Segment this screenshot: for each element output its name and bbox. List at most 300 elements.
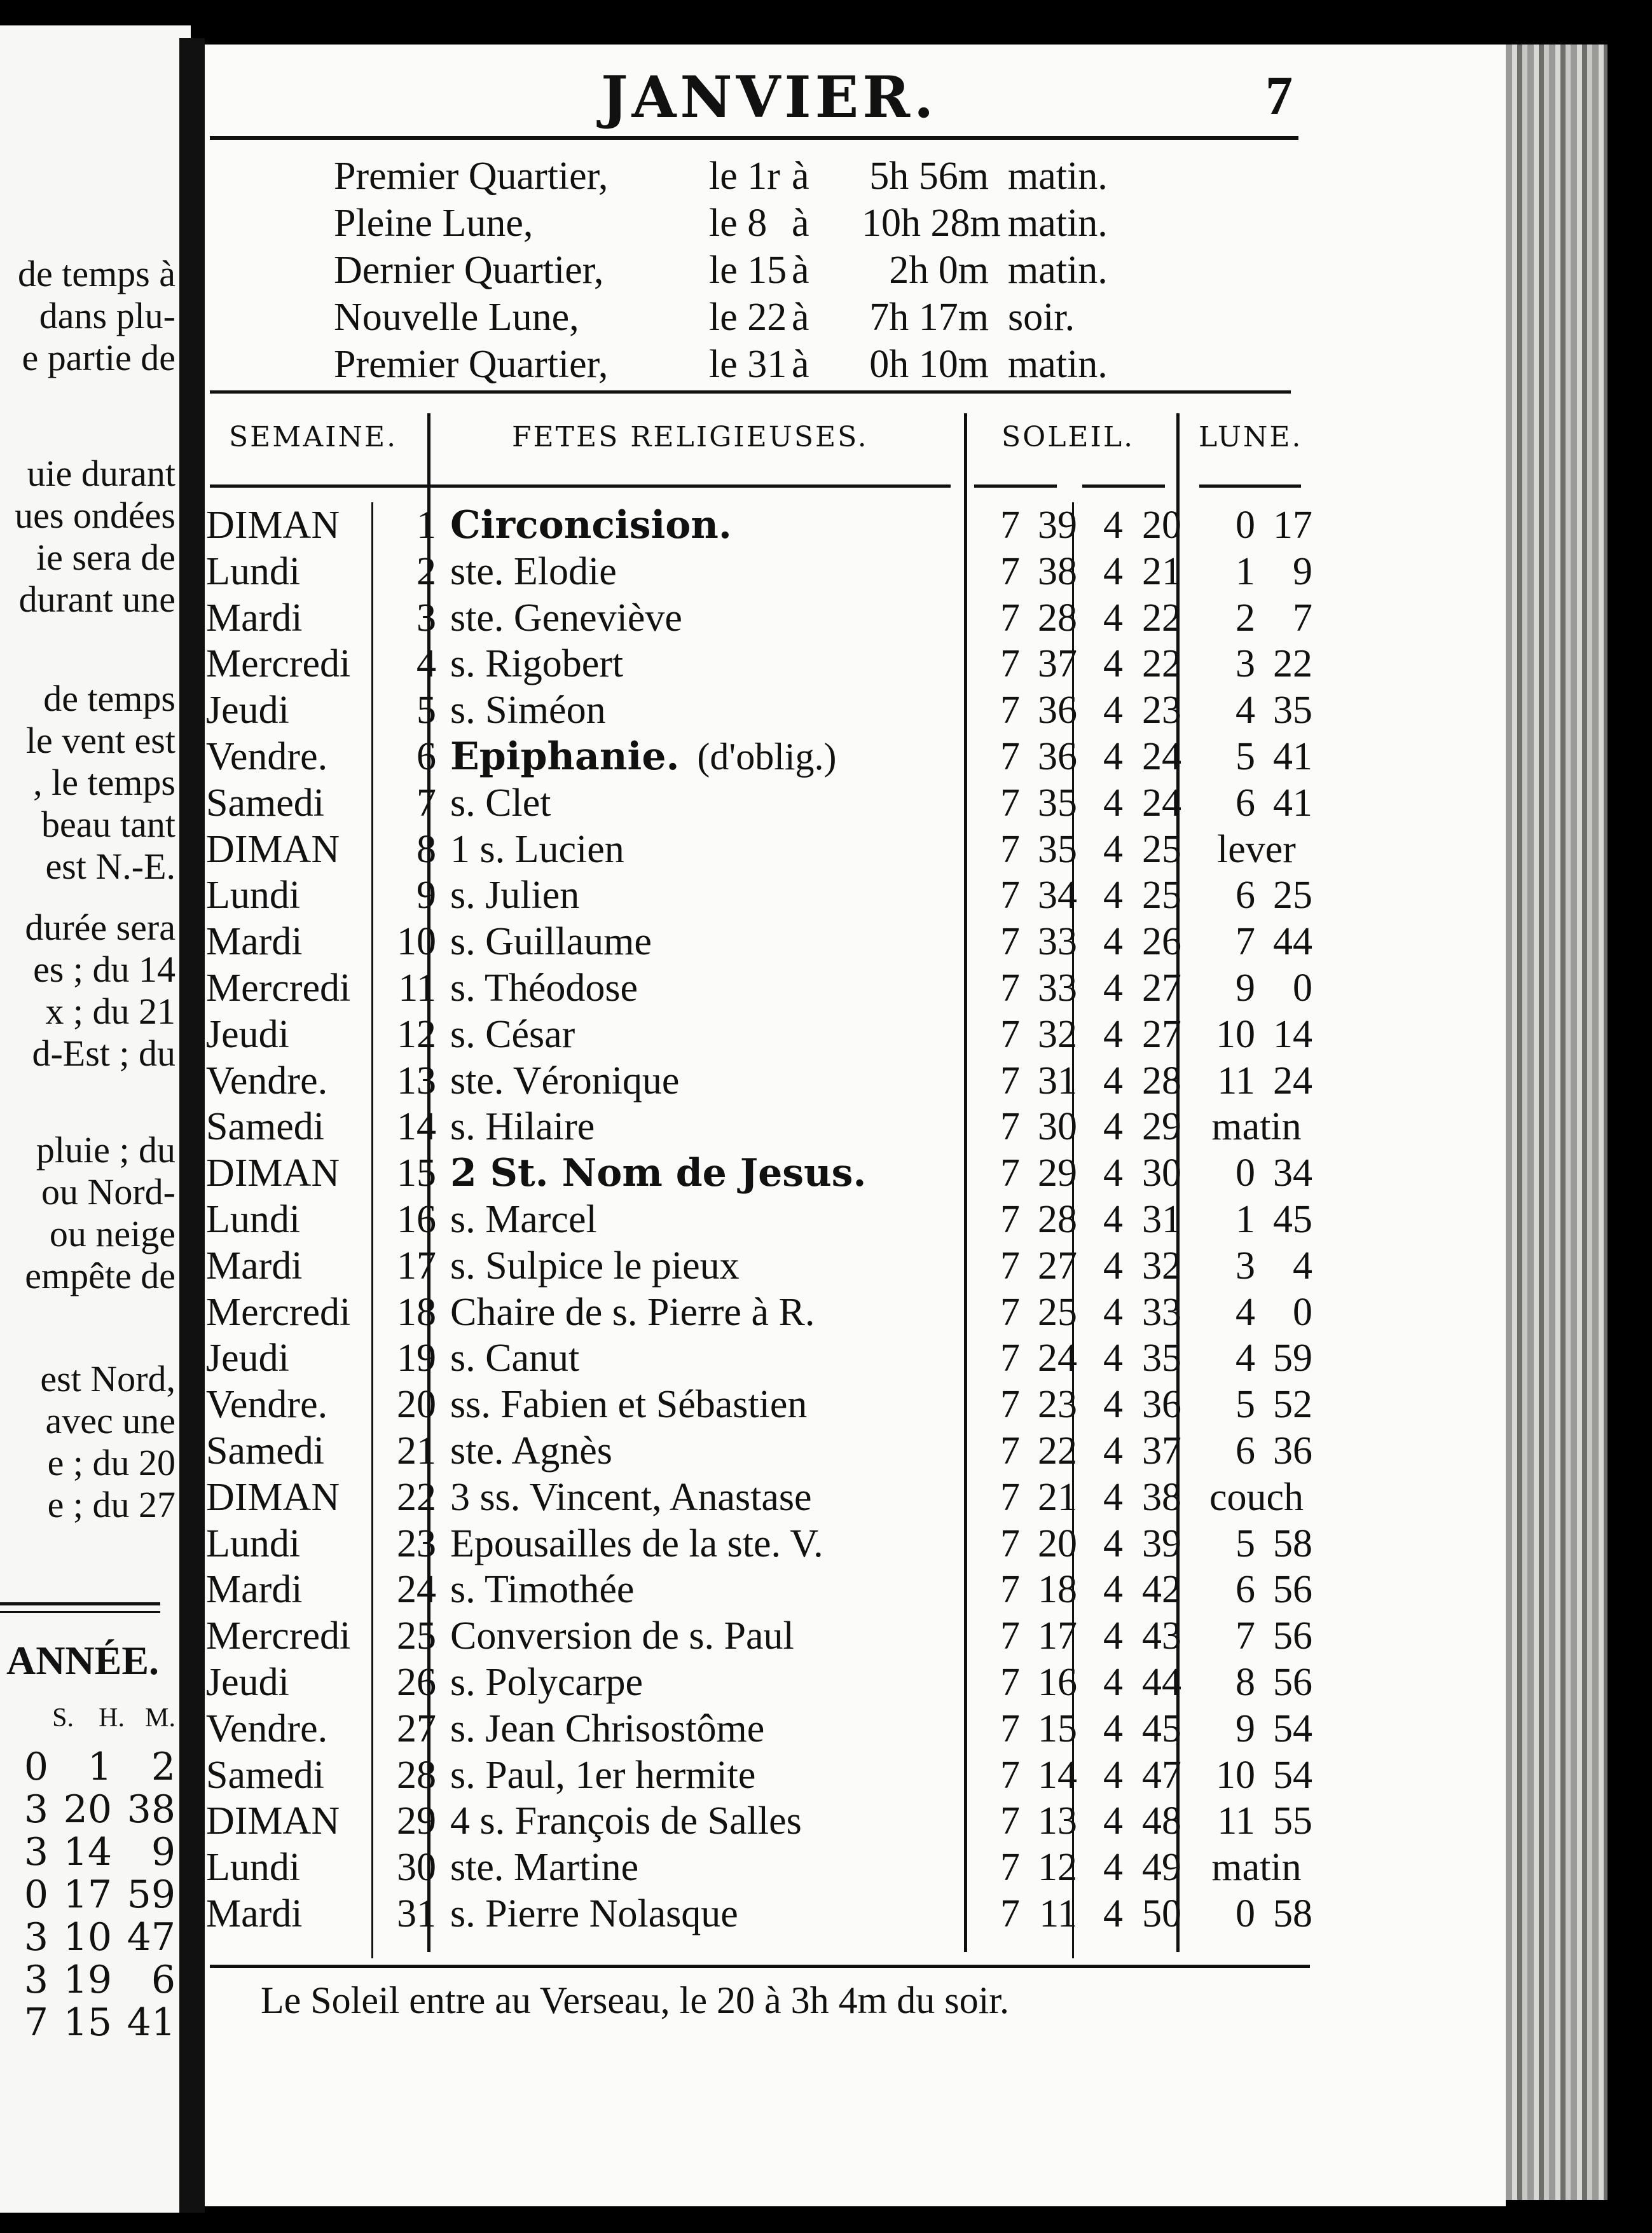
moon-hour: 0 xyxy=(1236,1892,1255,1935)
left-page-line: pluie ; du xyxy=(36,1129,176,1171)
sunset-hour: 4 xyxy=(1103,1475,1123,1519)
weekday: DIMAN xyxy=(206,1475,340,1519)
sunrise-hour: 7 xyxy=(1000,1290,1020,1334)
feast-name xyxy=(443,595,983,642)
feast-name xyxy=(443,1845,983,1891)
sunset-minute: 37 xyxy=(1142,1429,1181,1473)
weekday: Samedi xyxy=(206,1105,324,1149)
sunset-hour: 4 xyxy=(1103,734,1123,778)
day-number: 24 xyxy=(397,1568,436,1612)
feast-label: s. César xyxy=(450,1012,575,1056)
feast-label: s. Rigobert xyxy=(450,642,624,686)
day-number: 13 xyxy=(397,1059,436,1103)
day-number: 6 xyxy=(416,734,436,778)
sunset-minute: 47 xyxy=(1142,1753,1181,1797)
sunrise-minute: 25 xyxy=(1038,1290,1077,1334)
calendar-row xyxy=(202,1706,1314,1752)
annee-cell: 3 xyxy=(24,1787,48,1832)
moon-hour: 7 xyxy=(1236,920,1255,964)
sunrise-minute: 22 xyxy=(1038,1429,1077,1473)
left-page-line: e ; du 20 xyxy=(47,1442,176,1483)
sunrise-hour: 7 xyxy=(1000,689,1020,732)
left-page-line: avec une xyxy=(45,1400,176,1441)
sunset-minute: 29 xyxy=(1142,1105,1181,1149)
moon-minute: 59 xyxy=(1273,1336,1312,1380)
sunrise-hour: 7 xyxy=(1000,1151,1020,1195)
feast-label: s. Polycarpe xyxy=(450,1660,644,1704)
col-header-lune: LUNE. xyxy=(1199,421,1303,453)
sunset-minute: 20 xyxy=(1142,504,1181,547)
sunrise-minute: 34 xyxy=(1038,874,1077,917)
moon-phase-day: le 22 xyxy=(709,296,787,339)
sunset-minute: 27 xyxy=(1142,966,1181,1010)
feast-name xyxy=(443,1798,983,1845)
feast-name xyxy=(443,502,983,549)
feast-label: s. Marcel xyxy=(450,1197,597,1241)
sunrise-minute: 28 xyxy=(1038,1197,1077,1241)
moon-minute: 41 xyxy=(1273,734,1312,778)
moon-phase-at: à xyxy=(792,202,809,245)
feast-name xyxy=(443,1567,983,1613)
feast-label: s. Siméon xyxy=(450,689,606,732)
moon-phase-time: 0h 10m xyxy=(869,343,989,386)
feast-label: s. Jean Chrisostôme xyxy=(450,1707,765,1750)
left-page-line: , le temps xyxy=(33,762,176,803)
moon-minute: 45 xyxy=(1273,1197,1312,1241)
feast-label: 3 ss. Vincent, Anastase xyxy=(450,1475,812,1519)
weekday: Mercredi xyxy=(206,966,351,1010)
weekday: Samedi xyxy=(206,781,324,825)
calendar-row xyxy=(202,1150,1314,1197)
feast-name xyxy=(443,1289,983,1336)
sunrise-hour: 7 xyxy=(1000,596,1020,640)
weekday: Lundi xyxy=(206,874,301,917)
feast-name xyxy=(443,641,983,687)
sunrise-hour: 7 xyxy=(1000,781,1020,825)
left-page-text-c xyxy=(0,678,176,888)
moon-hour: 3 xyxy=(1236,1244,1255,1288)
day-number: 22 xyxy=(397,1475,436,1519)
sunset-minute: 24 xyxy=(1142,781,1181,825)
weekday: Vendre. xyxy=(206,734,328,778)
weekday: Jeudi xyxy=(206,689,289,732)
annee-cell: 41 xyxy=(127,2000,176,2043)
feast-label: Epousailles de la ste. V. xyxy=(450,1522,823,1565)
header-rule xyxy=(210,136,1298,140)
calendar-row xyxy=(202,1567,1314,1613)
moon-minute: 14 xyxy=(1273,1012,1312,1056)
moon-hour: 5 xyxy=(1236,1522,1255,1565)
sunrise-hour: 7 xyxy=(1000,920,1020,964)
weekday: Samedi xyxy=(206,1429,324,1473)
feast-name xyxy=(443,827,983,873)
weekday: Mercredi xyxy=(206,1614,351,1658)
sunset-hour: 4 xyxy=(1103,874,1123,917)
moon-hour: 10 xyxy=(1216,1012,1255,1056)
calendar-row xyxy=(202,1012,1314,1058)
col-header-semaine: SEMAINE. xyxy=(229,421,398,453)
moon-minute: 22 xyxy=(1273,642,1312,686)
moon-phase-name: Premier Quartier, xyxy=(334,343,609,386)
left-page-line: d-Est ; du xyxy=(32,1033,176,1074)
moon-phase-time: 2h 0m xyxy=(889,249,989,292)
day-number: 21 xyxy=(397,1429,436,1473)
sunrise-hour: 7 xyxy=(1000,1059,1020,1103)
sunset-minute: 27 xyxy=(1142,1012,1181,1056)
left-page-text-a xyxy=(0,253,176,379)
left-page-line: ues ondées xyxy=(15,495,176,536)
moon-phase-name: Premier Quartier, xyxy=(334,155,609,198)
sunrise-hour: 7 xyxy=(1000,1753,1020,1797)
left-page-text-e xyxy=(0,1129,176,1297)
sunset-minute: 44 xyxy=(1142,1660,1181,1704)
weekday: DIMAN xyxy=(206,1151,340,1195)
sunset-hour: 4 xyxy=(1103,1892,1123,1935)
day-number: 30 xyxy=(397,1846,436,1890)
sunset-hour: 4 xyxy=(1103,966,1123,1010)
left-page-line: e partie de xyxy=(22,337,176,378)
moon-hour: 4 xyxy=(1236,1336,1255,1380)
sunset-minute: 32 xyxy=(1142,1244,1181,1288)
moon-hour: 4 xyxy=(1236,1290,1255,1334)
sunrise-minute: 39 xyxy=(1038,504,1077,547)
moon-minute: 58 xyxy=(1273,1892,1312,1935)
annee-cell: 38 xyxy=(127,1787,176,1832)
sunset-hour: 4 xyxy=(1103,1383,1123,1427)
calendar-row xyxy=(202,549,1314,595)
weekday: DIMAN xyxy=(206,1799,340,1843)
annee-cell: 14 xyxy=(63,1830,112,1874)
left-page-line: ou neige xyxy=(49,1213,176,1254)
moon-minute: 4 xyxy=(1293,1244,1312,1288)
moon-hour: 6 xyxy=(1236,874,1255,917)
sunrise-hour: 7 xyxy=(1000,1105,1020,1149)
day-number: 10 xyxy=(397,920,436,964)
feast-label: ste. Véronique xyxy=(450,1059,680,1103)
sunset-minute: 28 xyxy=(1142,1059,1181,1103)
calendar-row xyxy=(202,641,1314,687)
sunrise-minute: 35 xyxy=(1038,781,1077,825)
calendar-row xyxy=(202,1613,1314,1659)
moon-minute: 44 xyxy=(1273,920,1312,964)
calendar-row xyxy=(202,1752,1314,1799)
sunrise-hour: 7 xyxy=(1000,1336,1020,1380)
sunset-hour: 4 xyxy=(1103,1105,1123,1149)
sunrise-minute: 37 xyxy=(1038,642,1077,686)
moon-phase-name: Nouvelle Lune, xyxy=(334,296,579,339)
sunset-hour: 4 xyxy=(1103,1336,1123,1380)
annee-header-cell: S. xyxy=(52,1703,74,1733)
sunrise-hour: 7 xyxy=(1000,1707,1020,1750)
sunset-hour: 4 xyxy=(1103,1799,1123,1843)
calendar-row xyxy=(202,1891,1314,1937)
moon-phase-at: à xyxy=(792,296,809,339)
sunset-hour: 4 xyxy=(1103,1151,1123,1195)
sunset-hour: 4 xyxy=(1103,642,1123,686)
sunrise-hour: 7 xyxy=(1000,1522,1020,1565)
moon-minute: 0 xyxy=(1293,1290,1312,1334)
feast-name xyxy=(443,1521,983,1567)
left-page-line: est Nord, xyxy=(40,1358,176,1399)
weekday: Jeudi xyxy=(206,1336,289,1380)
sunset-minute: 31 xyxy=(1142,1197,1181,1241)
moon-hour: 3 xyxy=(1236,642,1255,686)
day-number: 9 xyxy=(416,874,436,917)
sunrise-minute: 38 xyxy=(1038,549,1077,593)
moon-minute: 25 xyxy=(1273,874,1312,917)
day-number: 23 xyxy=(397,1522,436,1565)
page-stack-edge xyxy=(1506,45,1607,2200)
sunrise-minute: 30 xyxy=(1038,1105,1077,1149)
left-page-line: durée sera xyxy=(25,907,176,948)
day-number: 4 xyxy=(416,642,436,686)
moon-phase-day: le 15 xyxy=(709,249,787,292)
annee-cell: 0 xyxy=(24,1745,48,1789)
sunset-minute: 36 xyxy=(1142,1383,1181,1427)
moon-minute: 54 xyxy=(1273,1707,1312,1750)
left-page-line: es ; du 14 xyxy=(33,949,176,990)
day-number: 25 xyxy=(397,1614,436,1658)
lune-rule xyxy=(1199,484,1301,488)
sunrise-minute: 11 xyxy=(1039,1892,1077,1935)
sunset-hour: 4 xyxy=(1103,1429,1123,1473)
moon-phase-time: 5h 56m xyxy=(869,155,989,198)
feast-label: Circoncision. xyxy=(450,503,732,547)
day-number: 15 xyxy=(397,1151,436,1195)
moon-phase-day: le 8 xyxy=(709,202,767,245)
day-number: 26 xyxy=(397,1660,436,1704)
sunset-minute: 22 xyxy=(1142,596,1181,640)
sunrise-minute: 24 xyxy=(1038,1336,1077,1380)
sunrise-hour: 7 xyxy=(1000,1568,1020,1612)
feast-name xyxy=(443,1382,983,1428)
feast-label: Epiphanie. xyxy=(450,734,680,779)
moon-phase-when: matin. xyxy=(1008,155,1108,198)
feast-label: 1 s. Lucien xyxy=(450,827,624,871)
feast-name xyxy=(443,1891,983,1937)
moon-hour: 2 xyxy=(1236,596,1255,640)
day-number: 14 xyxy=(397,1105,436,1149)
calendar-table xyxy=(202,502,1314,1937)
day-number: 31 xyxy=(397,1892,436,1935)
sunset-hour: 4 xyxy=(1103,549,1123,593)
sunset-hour: 4 xyxy=(1103,1012,1123,1056)
moon-phase-row xyxy=(334,200,1108,247)
sunrise-minute: 36 xyxy=(1038,734,1077,778)
moon-phase-row xyxy=(334,294,1108,341)
annee-header-cell: H. xyxy=(99,1703,125,1733)
feast-label: ste. Elodie xyxy=(450,549,617,593)
moon-minute: 34 xyxy=(1273,1151,1312,1195)
moon-hour: 10 xyxy=(1216,1753,1255,1797)
weekday: Lundi xyxy=(206,1522,301,1565)
calendar-row xyxy=(202,1058,1314,1104)
annee-header-cell: M. xyxy=(145,1703,176,1733)
feast-name xyxy=(443,780,983,827)
moon-hour: 0 xyxy=(1236,504,1255,547)
sunset-minute: 45 xyxy=(1142,1707,1181,1750)
sunset-minute: 49 xyxy=(1142,1846,1181,1890)
moon-minute: 17 xyxy=(1273,504,1312,547)
annee-row xyxy=(0,1872,176,1915)
feast-name xyxy=(443,1197,983,1243)
moon-phase-when: matin. xyxy=(1008,202,1108,245)
moon-phase-row xyxy=(334,341,1108,388)
left-page-line: de temps à xyxy=(17,253,176,294)
sunrise-minute: 13 xyxy=(1038,1799,1077,1843)
annee-cell: 2 xyxy=(151,1745,176,1789)
weekday: Mardi xyxy=(206,596,303,640)
sunrise-minute: 36 xyxy=(1038,689,1077,732)
sunrise-hour: 7 xyxy=(1000,1197,1020,1241)
sunrise-hour: 7 xyxy=(1000,966,1020,1010)
sunset-hour: 4 xyxy=(1103,1290,1123,1334)
annee-row xyxy=(0,1915,176,1958)
calendar-row xyxy=(202,1798,1314,1845)
moon-minute: 54 xyxy=(1273,1753,1312,1797)
moon-phase-time: 10h 28m xyxy=(862,202,1001,245)
calendar-row xyxy=(202,872,1314,919)
day-number: 28 xyxy=(397,1753,436,1797)
day-number: 29 xyxy=(397,1799,436,1843)
left-page-text-f xyxy=(0,1358,176,1526)
sunrise-minute: 17 xyxy=(1038,1614,1077,1658)
sunrise-hour: 7 xyxy=(1000,1475,1020,1519)
left-page-rule xyxy=(0,1602,160,1605)
sunrise-hour: 7 xyxy=(1000,1660,1020,1704)
feast-name xyxy=(443,549,983,595)
feast-label: 2 St. Nom de Jesus. xyxy=(450,1151,867,1196)
feast-name xyxy=(443,734,983,780)
sunrise-minute: 29 xyxy=(1038,1151,1077,1195)
moon-minute: 7 xyxy=(1293,596,1312,640)
left-page-line: e ; du 27 xyxy=(47,1484,176,1525)
feast-label: s. Théodose xyxy=(450,966,638,1010)
moon-hour: 11 xyxy=(1217,1059,1255,1103)
moon-minute: 41 xyxy=(1273,781,1312,825)
moon-phase-at: à xyxy=(792,155,809,198)
calendar-row xyxy=(202,1845,1314,1891)
sunset-hour: 4 xyxy=(1103,827,1123,871)
calendar-row xyxy=(202,1521,1314,1567)
day-number: 8 xyxy=(416,827,436,871)
moon-hour: 6 xyxy=(1236,1429,1255,1473)
left-page-rule-thin xyxy=(0,1611,160,1613)
weekday: Mardi xyxy=(206,920,303,964)
moon-event: lever xyxy=(1217,827,1296,871)
feast-label: ste. Geneviève xyxy=(450,596,682,640)
moon-minute: 24 xyxy=(1273,1059,1312,1103)
moon-phase-when: matin. xyxy=(1008,343,1108,386)
moon-hour: 11 xyxy=(1217,1799,1255,1843)
calendar-row xyxy=(202,1243,1314,1289)
left-page-line: empête de xyxy=(25,1255,176,1296)
left-page-line: ie sera de xyxy=(36,537,176,578)
sunset-minute: 25 xyxy=(1142,827,1181,871)
sunset-minute: 30 xyxy=(1142,1151,1181,1195)
calendar-row xyxy=(202,965,1314,1012)
col-header-fetes: FETES RELIGIEUSES. xyxy=(512,421,869,453)
sunrise-minute: 23 xyxy=(1038,1383,1077,1427)
day-number: 27 xyxy=(397,1707,436,1750)
feast-label: s. Guillaume xyxy=(450,920,652,964)
annee-cell: 10 xyxy=(63,1915,112,1960)
sunset-minute: 25 xyxy=(1142,874,1181,917)
sunset-hour: 4 xyxy=(1103,1660,1123,1704)
feast-label: s. Canut xyxy=(450,1336,580,1380)
day-number: 7 xyxy=(416,781,436,825)
weekday: Mercredi xyxy=(206,642,351,686)
weekday: Vendre. xyxy=(206,1059,328,1103)
sunset-hour: 4 xyxy=(1103,596,1123,640)
feast-name xyxy=(443,1659,983,1706)
sunrise-hour: 7 xyxy=(1000,1244,1020,1288)
weekday: Jeudi xyxy=(206,1012,289,1056)
left-page-line: ou Nord- xyxy=(41,1171,176,1213)
sunset-hour: 4 xyxy=(1103,1846,1123,1890)
sunrise-minute: 18 xyxy=(1038,1568,1077,1612)
sunset-minute: 35 xyxy=(1142,1336,1181,1380)
weekday: DIMAN xyxy=(206,827,340,871)
sunset-hour: 4 xyxy=(1103,1197,1123,1241)
month-title: JANVIER. xyxy=(601,64,938,131)
annee-title: ANNÉE. xyxy=(6,1638,159,1683)
calendar-row xyxy=(202,502,1314,549)
moon-hour: 4 xyxy=(1236,689,1255,732)
sunrise-hour: 7 xyxy=(1000,1799,1020,1843)
feast-name xyxy=(443,1058,983,1104)
annee-cell: 47 xyxy=(127,1915,176,1960)
moon-phase-at: à xyxy=(792,343,809,386)
book-gutter xyxy=(179,38,205,2213)
calendar-row xyxy=(202,780,1314,827)
day-number: 20 xyxy=(397,1383,436,1427)
sunrise-minute: 32 xyxy=(1038,1012,1077,1056)
feast-label: s. Paul, 1er hermite xyxy=(450,1753,756,1797)
moon-phases xyxy=(334,153,1108,388)
day-number: 12 xyxy=(397,1012,436,1056)
calendar-row xyxy=(202,1474,1314,1521)
soleil-rule-a xyxy=(974,484,1057,488)
left-page-line: le vent est xyxy=(25,720,176,761)
moon-hour: 8 xyxy=(1236,1660,1255,1704)
left-page-line: uie durant xyxy=(27,453,176,494)
sunset-minute: 39 xyxy=(1142,1522,1181,1565)
moon-hour: 5 xyxy=(1236,734,1255,778)
annee-cell: 3 xyxy=(24,1958,48,2002)
moon-minute: 35 xyxy=(1273,689,1312,732)
feast-obligation-note: (d'oblig.) xyxy=(697,735,837,778)
annee-row xyxy=(0,1787,176,1830)
semaine-fetes-rule xyxy=(210,484,951,488)
feast-label: s. Pierre Nolasque xyxy=(450,1892,738,1935)
day-number: 17 xyxy=(397,1244,436,1288)
moon-phase-row xyxy=(334,153,1108,200)
moon-hour: 1 xyxy=(1236,1197,1255,1241)
feast-label: ste. Agnès xyxy=(450,1429,612,1473)
left-page-text-d xyxy=(0,907,176,1075)
feast-name xyxy=(443,1752,983,1799)
moon-minute: 9 xyxy=(1293,549,1312,593)
moon-hour: 6 xyxy=(1236,781,1255,825)
annee-cell: 17 xyxy=(63,1872,112,1917)
calendar-row xyxy=(202,1335,1314,1382)
moon-event: matin xyxy=(1211,1105,1302,1149)
footer-note: Le Soleil entre au Verseau, le 20 à 3h 4m du soir. xyxy=(261,1979,1009,2021)
sunset-hour: 4 xyxy=(1103,1059,1123,1103)
sunset-minute: 24 xyxy=(1142,734,1181,778)
moon-minute: 56 xyxy=(1273,1568,1312,1612)
